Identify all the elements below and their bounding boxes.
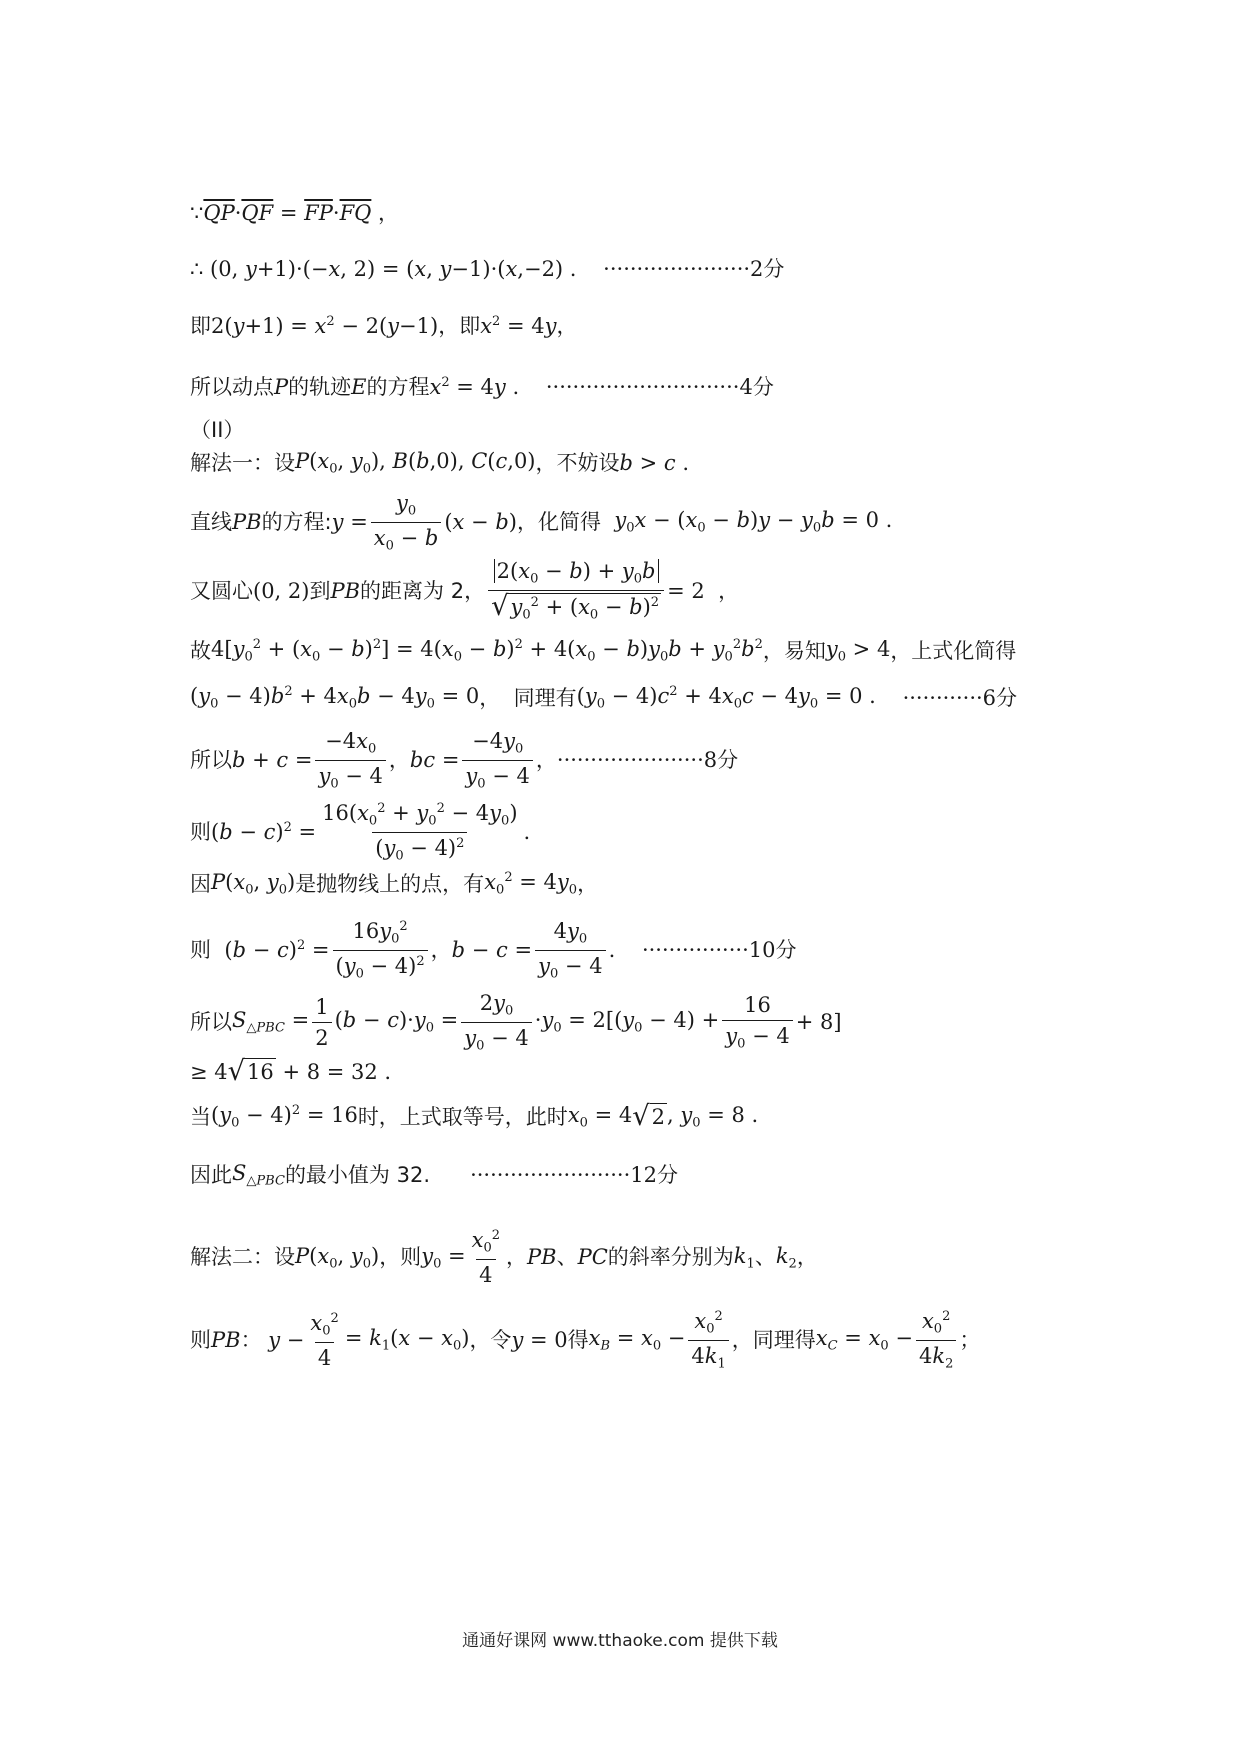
- line-10: $(y_0 - 4)b^2 + 4x_0b - 4y_0 = 0$ ， 同理有 $(y_0 - 4)c^2 + 4x_0c - 4y_0 = 0$ . ············6 分: [190, 684, 1018, 712]
- line-11: 所以 b + c = $\frac{-4x_0}{y_0 - 4}$ ， bc = $\frac{-4y_0}{y_0 - 4}$ ， ······················8 分: [190, 729, 739, 792]
- line-5: （II）: [190, 418, 245, 442]
- line-16: ≥ 4 √ 16 + 8 = 32 .: [190, 1056, 392, 1087]
- line-7: 直线 PB 的方程: y = $\frac{y_0}{x_0 - b}$ (x − b) ，化简得 $y_0x - (x_0 - b)y - y_0b = 0$ .: [190, 491, 893, 554]
- line-8: 又圆心 (0, 2) 到 PB 的距离为 2， $2(x_0 - b) + y_0b$ √ $y_0^2 + (x_0 - b)^2$ = 2 ，: [190, 559, 740, 623]
- line-9: 故 $4[y_0^2 + (x_0 - b)^2] = 4(x_0 - b)^2 + 4(x_0 - b)y_0b + y_0^2b^2$ ，易知 $y_0 > 4$ ，上式化简得: [190, 637, 1017, 665]
- line-4: 所以动点 P 的轨迹 E 的方程 $x^2 = 4y$ . ·····························4 分: [190, 375, 774, 399]
- line-1: ∵ $\overline{QP}$ · $\overline{QF}$ = $\overline{FP}$ · $\overline{FQ}$ ，: [190, 201, 400, 225]
- line-18: 因此 $S_{\triangle PBC}$ 的最小值为 32. ························12 分: [190, 1161, 678, 1189]
- line-3: 即 $2(y+1) = x^2 - 2(y-1)$ ，即 $x^2 = 4y$ ，: [190, 314, 578, 338]
- line-12: 则 $(b - c)^2$ = $\frac{16(x_0^2 + y_0^2 - 4y_0)}{(y_0 - 4)^2}$ .: [190, 801, 531, 864]
- line-14: 则 $(b - c)^2$ = $\frac{16y_0^2}{(y_0 - 4)^2}$ ， b − c = $\frac{4y_0}{y_0 - 4}$ . ················10 分: [190, 919, 797, 982]
- page-footer: 通通好课网 www.tthaoke.com 提供下载: [462, 1631, 778, 1651]
- line-20: 则 PB ： y − $\frac{x_0^2}{4}$ = $k_1(x - x_0)$ ，令 y = 0 得 $x_B = x_0$ − $\frac{x_0^2}{4k_1}$ ，同理得 $x_C = x_0$ − $\frac{x_0^2}{4k_2}$ ；: [190, 1309, 981, 1372]
- line-2: ∴ (0, y+1)·(−x, 2) = (x, y−1)·(x,−2) . ······················2 分: [190, 257, 785, 281]
- line-15: 所以 $S_{\triangle PBC}$ = $\frac{1}{2}$ $(b - c)\cdot y_0$ = $\frac{2y_0}{y_0 - 4}$ $\cdot y_0 = 2[(y_0 - 4)$ + $\frac{16}{y_0 - 4}$ + 8]: [190, 991, 842, 1054]
- line-19: 解法二：设 $P(x_0$, $y_0$) ，则 $y_0$ = $\frac{x_0^2}{4}$ ， PB 、 PC 的斜率分别为 $k_1$ 、 $k_2$ ，: [190, 1228, 818, 1287]
- line-13: 因 $P(x_0$, $y_0$) 是抛物线上的点，有 $x_0^2 = 4y_0$ ，: [190, 870, 599, 898]
- line-6: 解法一：设 $P(x_0$, $y_0$), B(b,0), C(c,0) ，不妨设 b > c .: [190, 449, 690, 477]
- line-17: 当 $(y_0 - 4)^2 = 16$ 时，上式取等号，此时 $x_0 = 4$ √ 2 , $y_0 = 8$ .: [190, 1101, 759, 1133]
